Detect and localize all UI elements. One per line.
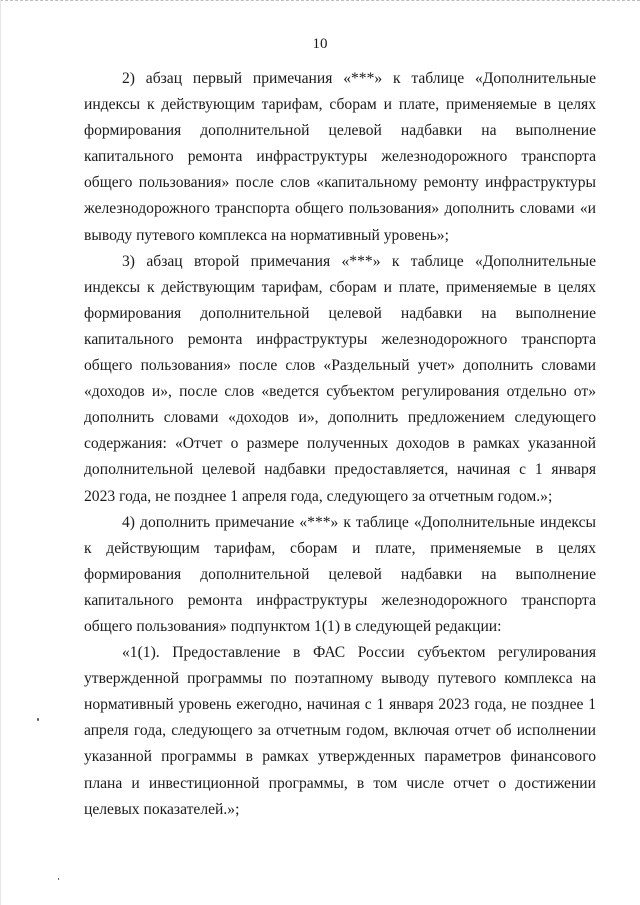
- paragraph-item-2: 2) абзац первый примечания «***» к таблице «Дополнительные индексы к действующим тарифам, сборам и плате, применяемые в целях формирования дополнительной целевой надбавки на выполнение капитального ремонта инфраструктуры железнодорожного транспорта общего пользования» после слов «капитальному ремонту инфраструктуры железнодорожного транспорта общего пользования» дополнить словами «и выводу путевого комплекса на нормативный уровень»;: [84, 70, 596, 244]
- scan-left-edge: [0, 0, 1, 905]
- paragraph-item-3: 3) абзац второй примечания «***» к таблице «Дополнительные индексы к действующим тарифам, сборам и плате, применяемые в целях формирования дополнительной целевой надбавки на выполнение капитального ремонта инфраструктуры железнодорожного транспорта общего пользования» после слов «Раздельный учет» дополнить словами «доходов и», после слов «ведется субъектом регулирования отдельно от» дополнить словами «доходов и», дополнить предложением следующего содержания: «Отчет о размере полученных доходов в рамках указанной дополнительной целевой надбавки предоставляется, начиная с 1 января 2023 года, не позднее 1 апреля года, следующего за отчетным годом.»;: [84, 252, 596, 505]
- paragraph-item-4: 4) дополнить примечание «***» к таблице «Дополнительные индексы к действующим тарифам, сборам и плате, применяемые в целях формирования дополнительной целевой надбавки на выполнение капитального ремонта инфраструктуры железнодорожного транспорта общего пользования» подпунктом 1(1) в следующей редакции:: [84, 513, 596, 635]
- scan-speck: [37, 718, 39, 721]
- scan-speck: [58, 878, 59, 880]
- scan-top-edge: [0, 0, 640, 3]
- page-number: 10: [312, 36, 328, 52]
- quoted-subparagraph-1-1: «1(1). Предоставление в ФАС России субъектом регулирования утвержденной программы по поэтапному выводу путевого комплекса на нормативный уровень ежегодно, начиная с 1 января 2023 года, не позднее 1 апреля года, следующего за отчетным годом, включая отчет об исполнении указанной программы в рамках утвержденных параметров финансового плана и инвестиционной программы, в том числе отчет о достижении целевых показателей.»;: [84, 644, 596, 818]
- document-body: [84, 66, 596, 823]
